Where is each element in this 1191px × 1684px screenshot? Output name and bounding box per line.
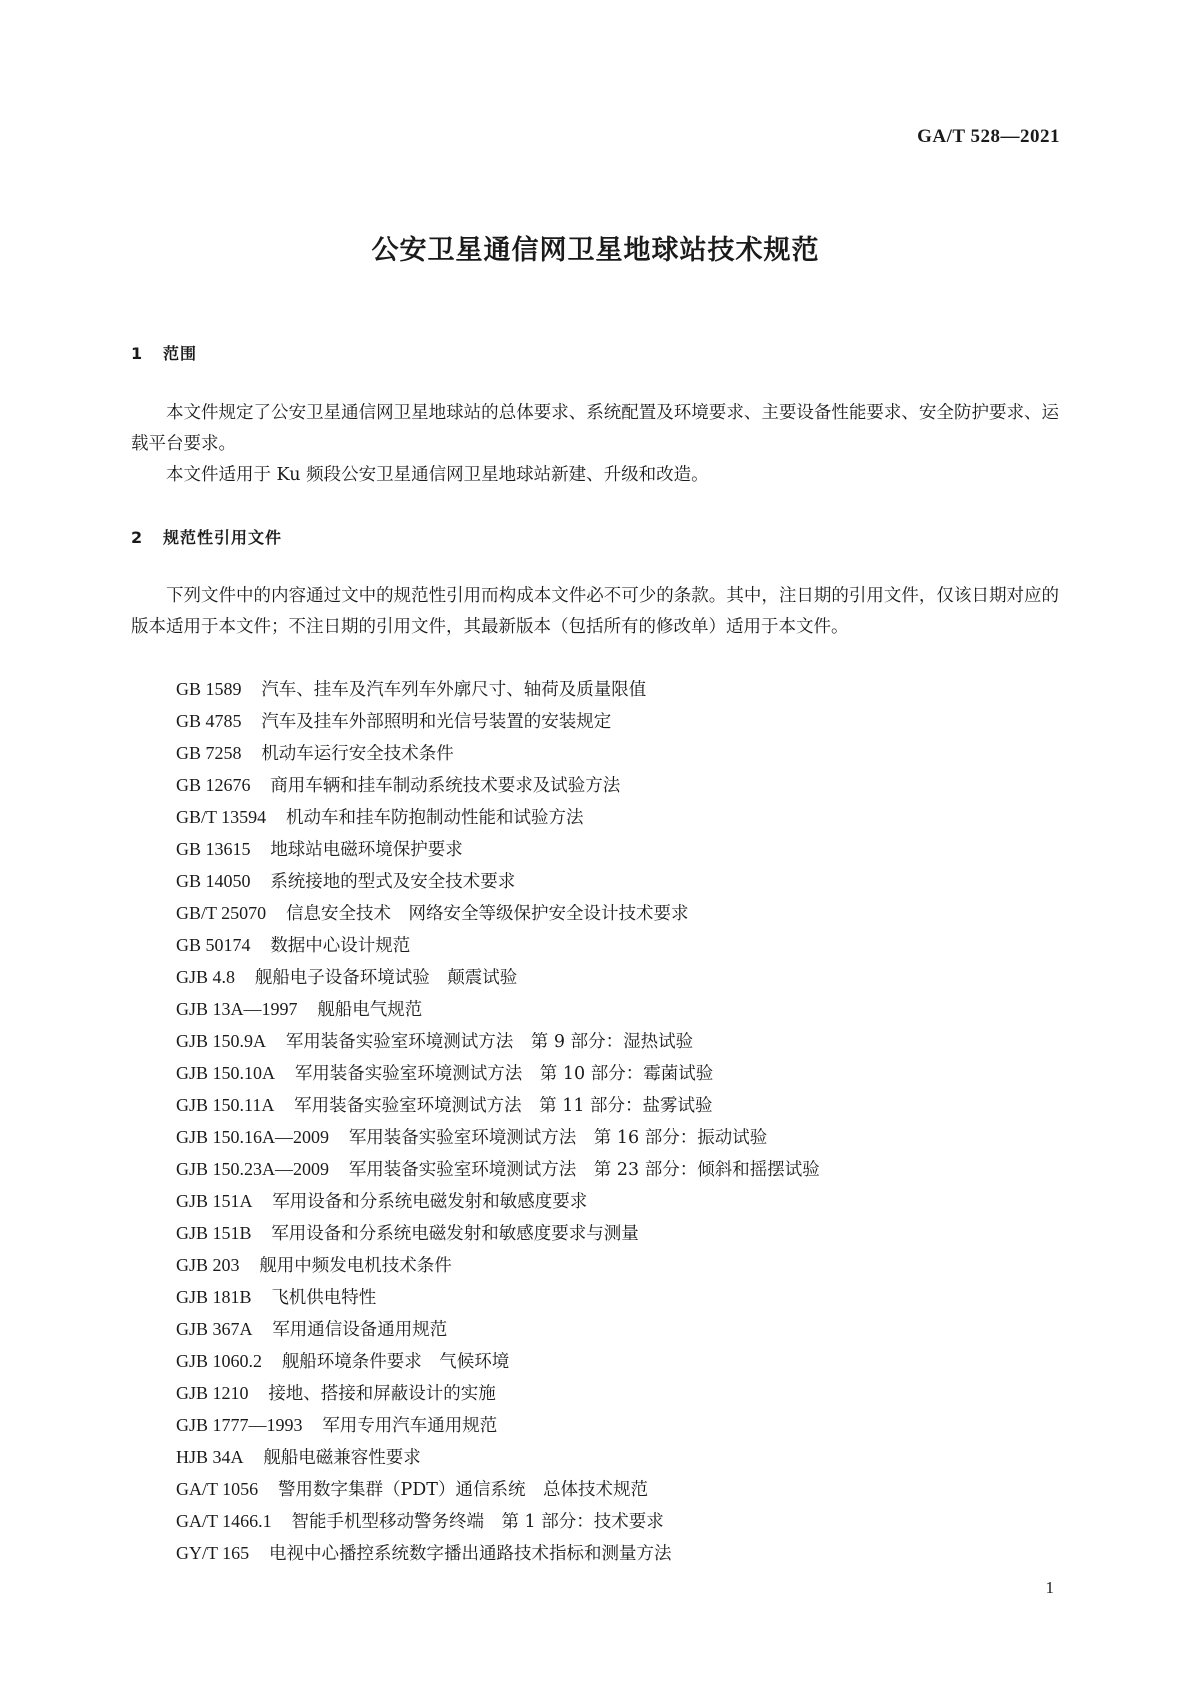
reference-title: 接地、搭接和屏蔽设计的实施 <box>268 1384 496 1404</box>
reference-title: 舰船电气规范 <box>317 1000 423 1020</box>
reference-code: GB/T 13594 <box>176 807 267 827</box>
section-number: 1 <box>131 344 144 363</box>
reference-code: GJB 13A—1997 <box>176 999 298 1019</box>
reference-item <box>176 1410 1056 1442</box>
reference-code: GJB 1060.2 <box>176 1351 263 1371</box>
reference-code: GA/T 1466.1 <box>176 1511 272 1531</box>
reference-item <box>176 1090 1056 1122</box>
reference-code: HJB 34A <box>176 1447 244 1467</box>
section-title: 范围 <box>163 344 198 363</box>
reference-code: GJB 150.16A—2009 <box>176 1127 330 1147</box>
reference-code: GJB 4.8 <box>176 967 236 987</box>
reference-code: GJB 1210 <box>176 1383 249 1403</box>
reference-item <box>176 994 1056 1026</box>
reference-code: GJB 181B <box>176 1287 252 1307</box>
reference-code: GB 12676 <box>176 775 251 795</box>
standard-number: GA/T 528—2021 <box>917 126 1060 147</box>
reference-item <box>176 1538 1056 1570</box>
reference-title: 舰船电磁兼容性要求 <box>263 1448 421 1468</box>
document-title: 公安卫星通信网卫星地球站技术规范 <box>371 235 820 266</box>
reference-code: GB 50174 <box>176 935 251 955</box>
reference-code: GB 13615 <box>176 839 251 859</box>
paragraph: 下列文件中的内容通过文中的规范性引用而构成本文件必不可少的条款。其中，注日期的引用文件，仅该日期对应的版本适用于本文件；不注日期的引用文件，其最新版本（包括所有的修改单）适用于本文件。 <box>131 586 1059 637</box>
section-number: 2 <box>131 528 144 547</box>
reference-title: 飞机供电特性 <box>271 1288 377 1308</box>
section-heading-normative-references <box>131 525 282 548</box>
reference-title: 机动车和挂车防抱制动性能和试验方法 <box>285 808 584 828</box>
reference-code: GJB 150.23A—2009 <box>176 1159 330 1179</box>
paragraph: 本文件规定了公安卫星通信网卫星地球站的总体要求、系统配置及环境要求、主要设备性能要求、安全防护要求、运载平台要求。 <box>131 403 1059 454</box>
reference-code: GB 4785 <box>176 711 242 731</box>
reference-item <box>176 1058 1056 1090</box>
reference-item <box>176 1282 1056 1314</box>
reference-title: 舰用中频发电机技术条件 <box>259 1256 452 1276</box>
reference-code: GJB 150.9A <box>176 1031 267 1051</box>
reference-item <box>176 802 1056 834</box>
section-heading-scope <box>131 341 197 364</box>
reference-item <box>176 1122 1056 1154</box>
reference-title: 舰船环境条件要求 气候环境 <box>281 1352 510 1372</box>
section-body-normative-references <box>131 581 1059 643</box>
reference-code: GB 14050 <box>176 871 251 891</box>
reference-title: 警用数字集群（PDT）通信系统 总体技术规范 <box>277 1480 648 1500</box>
reference-code: GA/T 1056 <box>176 1479 259 1499</box>
reference-title: 军用装备实验室环境测试方法 第 9 部分：湿热试验 <box>285 1032 694 1052</box>
reference-code: GJB 203 <box>176 1255 240 1275</box>
section-body-scope <box>131 398 1059 491</box>
reference-item <box>176 706 1056 738</box>
reference-item <box>176 866 1056 898</box>
reference-title: 军用装备实验室环境测试方法 第 11 部分：盐雾试验 <box>294 1096 713 1116</box>
reference-item <box>176 1442 1056 1474</box>
reference-code: GJB 150.11A <box>176 1095 275 1115</box>
reference-code: GB 7258 <box>176 743 242 763</box>
reference-item <box>176 1026 1056 1058</box>
reference-item <box>176 962 1056 994</box>
reference-code: GJB 367A <box>176 1319 253 1339</box>
reference-title: 军用专用汽车通用规范 <box>322 1416 498 1436</box>
reference-list <box>176 674 1056 1570</box>
reference-item <box>176 1314 1056 1346</box>
reference-item <box>176 1250 1056 1282</box>
reference-item <box>176 1186 1056 1218</box>
reference-title: 电视中心播控系统数字播出通路技术指标和测量方法 <box>268 1544 672 1564</box>
reference-code: GJB 151B <box>176 1223 252 1243</box>
reference-title: 军用通信设备通用规范 <box>272 1320 448 1340</box>
reference-title: 军用装备实验室环境测试方法 第 16 部分：振动试验 <box>348 1128 768 1148</box>
reference-item <box>176 930 1056 962</box>
reference-title: 智能手机型移动警务终端 第 1 部分：技术要求 <box>291 1512 664 1532</box>
reference-title: 地球站电磁环境保护要求 <box>270 840 463 860</box>
reference-item <box>176 674 1056 706</box>
reference-title: 数据中心设计规范 <box>270 936 411 956</box>
reference-item <box>176 1474 1056 1506</box>
reference-title: 机动车运行安全技术条件 <box>261 744 454 764</box>
paragraph: 本文件适用于 Ku 频段公安卫星通信网卫星地球站新建、升级和改造。 <box>166 465 709 485</box>
reference-title: 信息安全技术 网络安全等级保护安全设计技术要求 <box>285 904 689 924</box>
reference-item <box>176 898 1056 930</box>
reference-code: GJB 150.10A <box>176 1063 276 1083</box>
reference-code: GJB 151A <box>176 1191 253 1211</box>
reference-item <box>176 1378 1056 1410</box>
reference-code: GB/T 25070 <box>176 903 267 923</box>
reference-title: 汽车及挂车外部照明和光信号装置的安装规定 <box>261 712 612 732</box>
reference-item <box>176 1346 1056 1378</box>
reference-title: 汽车、挂车及汽车列车外廓尺寸、轴荷及质量限值 <box>261 680 647 700</box>
reference-item <box>176 1154 1056 1186</box>
reference-item <box>176 1506 1056 1538</box>
reference-item <box>176 738 1056 770</box>
reference-title: 军用设备和分系统电磁发射和敏感度要求 <box>272 1192 588 1212</box>
reference-code: GY/T 165 <box>176 1543 250 1563</box>
page-number: 1 <box>1045 1578 1054 1597</box>
section-title: 规范性引用文件 <box>163 528 283 547</box>
reference-title: 商用车辆和挂车制动系统技术要求及试验方法 <box>270 776 621 796</box>
reference-title: 军用装备实验室环境测试方法 第 23 部分：倾斜和摇摆试验 <box>348 1160 820 1180</box>
reference-title: 舰船电子设备环境试验 颠震试验 <box>254 968 518 988</box>
reference-item <box>176 770 1056 802</box>
reference-title: 系统接地的型式及安全技术要求 <box>270 872 516 892</box>
reference-title: 军用设备和分系统电磁发射和敏感度要求与测量 <box>271 1224 639 1244</box>
reference-item <box>176 834 1056 866</box>
reference-item <box>176 1218 1056 1250</box>
reference-code: GJB 1777—1993 <box>176 1415 303 1435</box>
reference-title: 军用装备实验室环境测试方法 第 10 部分：霉菌试验 <box>294 1064 714 1084</box>
reference-code: GB 1589 <box>176 679 242 699</box>
